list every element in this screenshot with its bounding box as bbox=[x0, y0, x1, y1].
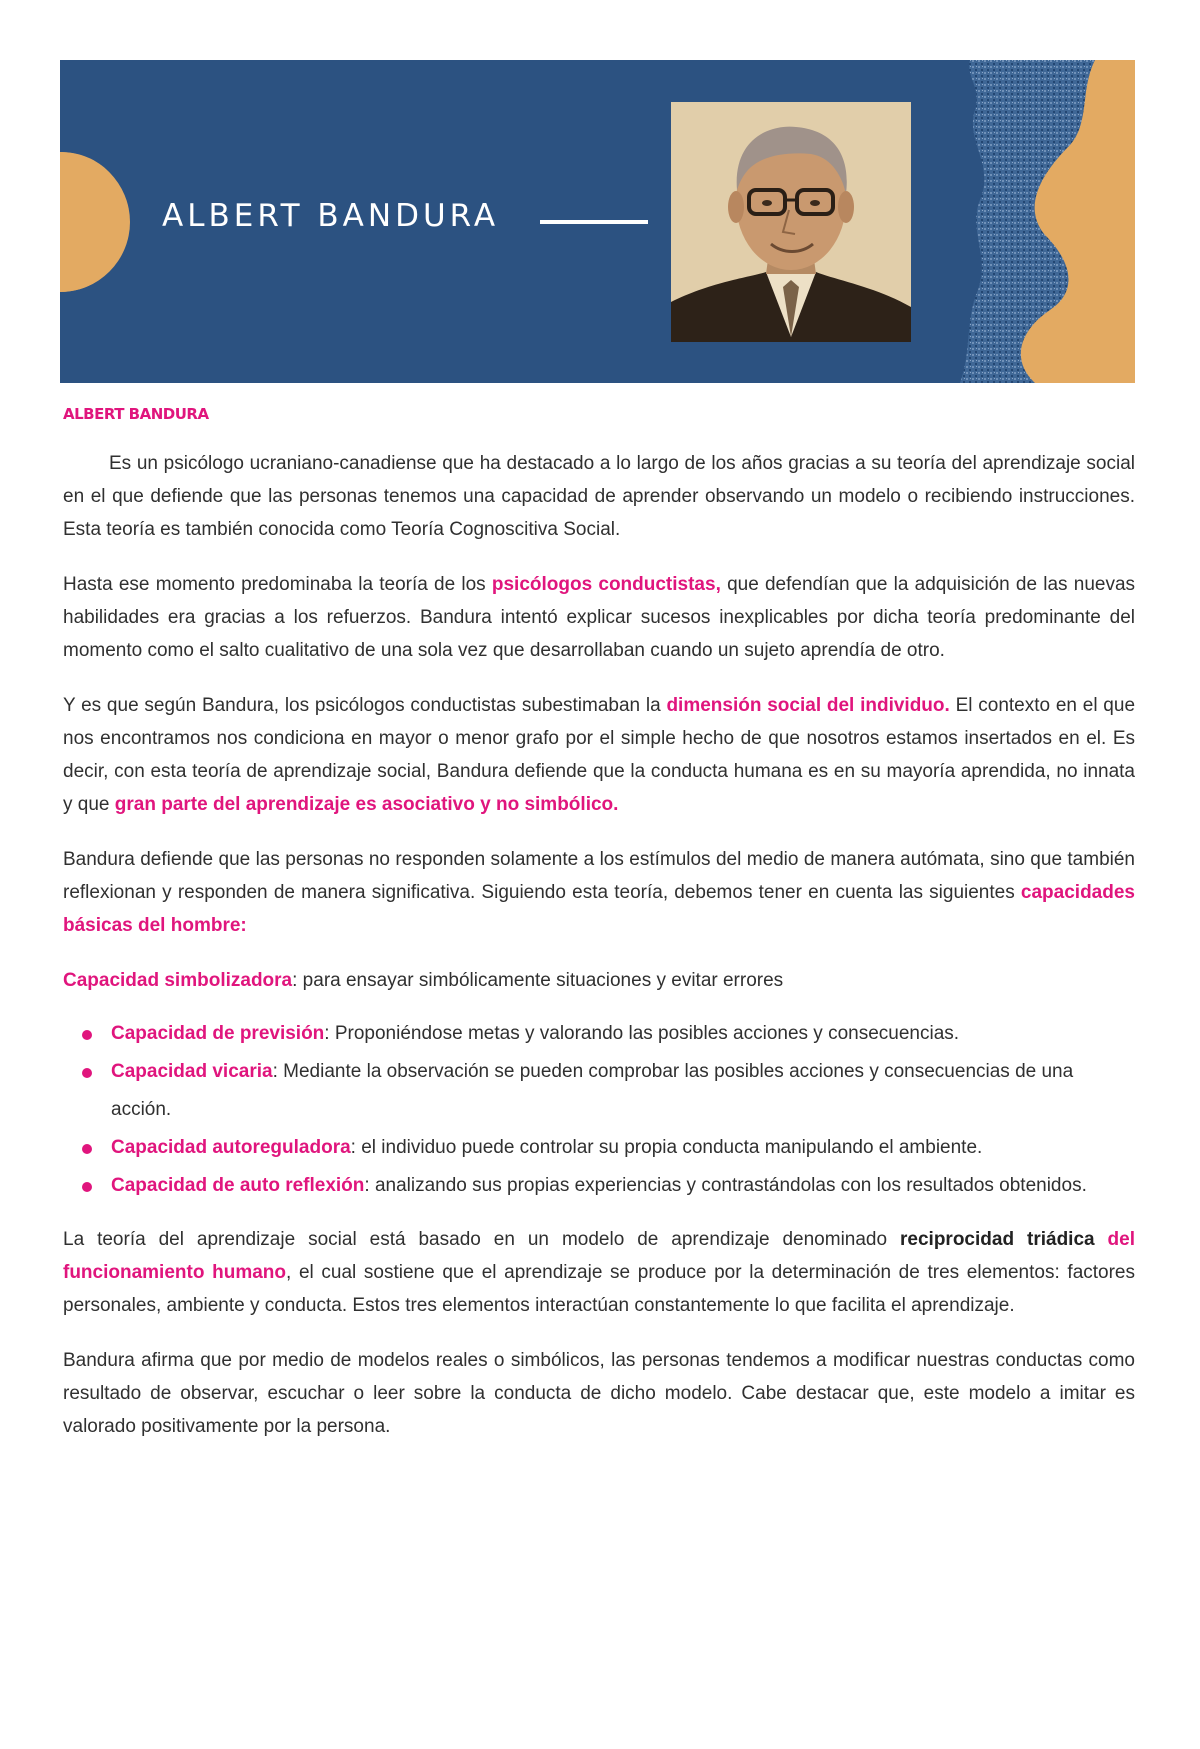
highlight-text: capacidades básicas del hombre: bbox=[63, 882, 1135, 936]
bullet-icon bbox=[82, 1068, 92, 1078]
bold-text: reciprocidad triádica bbox=[900, 1229, 1095, 1250]
capacidades-list bbox=[63, 1015, 1135, 1205]
paragraph-capacidades-intro: Bandura defiende que las personas no responden solamente a los estímulos del medio de manera autómata, sino que también reflexionan y responden de manera significativa. Siguiendo esta teoría, debemos tener en cuenta las siguientes capacidades básicas del hombre: bbox=[63, 849, 1135, 936]
bullet-icon bbox=[82, 1030, 92, 1040]
paragraph-intro: Es un psicólogo ucraniano-canadiense que ha destacado a lo largo de los años gracias a su teoría del aprendizaje social en el que defiende que las personas tenemos una capacidad de aprender observando un modelo o recibiendo instrucciones. Esta teoría es también conocida como Teoría Cognoscitiva Social. bbox=[63, 453, 1135, 540]
capacidad-simbolizadora: Capacidad simbolizadora: para ensayar simbólicamente situaciones y evitar errores bbox=[63, 970, 784, 991]
title-underline bbox=[540, 220, 648, 224]
paragraph-dimension-social: Y es que según Bandura, los psicólogos conductistas subestimaban la dimensión social del individuo. El contexto en el que nos encontramos nos condiciona en mayor o menor grafo por el simple hecho de que nosotros estamos insertados en el. Es decir, con esta teoría de aprendizaje social, Bandura defiende que la conducta humana es en su mayoría aprendida, no innata y que gran parte del aprendizaje es asociativo y no simbólico. bbox=[63, 695, 1136, 815]
list-item: Capacidad autoreguladora: el individuo puede controlar su propia conducta manipulando el ambiente. bbox=[63, 1129, 1135, 1167]
list-item: Capacidad vicaria: Mediante la observación se pueden comprobar las posibles acciones y consecuencias de una acción. bbox=[63, 1053, 1135, 1129]
portrait-photo bbox=[671, 102, 911, 342]
banner-title: ALBERT BANDURA bbox=[162, 198, 500, 234]
paragraph-reciprocidad: La teoría del aprendizaje social está basado en un modelo de aprendizaje denominado reciprocidad triádica del funcionamiento humano, el cual sostiene que el aprendizaje se produce por la determinación de tres elementos: factores personales, ambiente y conducta. Estos tres elementos interactúan constantemente lo que facilita el aprendizaje. bbox=[63, 1229, 1135, 1316]
highlight-text: del funcionamiento humano bbox=[63, 1229, 1135, 1283]
list-item: Capacidad de auto reflexión: analizando sus propias experiencias y contrastándolas con los resultados obtenidos. bbox=[63, 1167, 1135, 1205]
header-banner bbox=[60, 60, 1135, 383]
paragraph-modelos: Bandura afirma que por medio de modelos reales o simbólicos, las personas tendemos a modificar nuestras conductas como resultado de observar, escuchar o leer sobre la conducta de dicho modelo. Cabe destacar que, este modelo a imitar es valorado positivamente por la persona. bbox=[63, 1350, 1135, 1437]
bullet-icon bbox=[82, 1182, 92, 1192]
highlight-text: gran parte del aprendizaje es asociativo y no simbólico. bbox=[114, 794, 619, 815]
list-item: Capacidad de previsión: Proponiéndose metas y valorando las posibles acciones y consecuencias. bbox=[63, 1015, 1135, 1053]
paragraph-conductistas: Hasta ese momento predominaba la teoría de los psicólogos conductistas, que defendían que la adquisición de las nuevas habilidades era gracias a los refuerzos. Bandura intentó explicar sucesos inexplicables por dicha teoría predominante del momento como el salto cualitativo de una sola vez que desarrollaban cuando un sujeto aprendía de otro. bbox=[63, 574, 1136, 661]
highlight-text: psicólogos conductistas, bbox=[491, 574, 721, 595]
article-body bbox=[63, 405, 1135, 1465]
bullet-icon bbox=[82, 1144, 92, 1154]
highlight-text: dimensión social del individuo. bbox=[666, 695, 950, 716]
section-heading: ALBERT BANDURA bbox=[63, 405, 209, 423]
